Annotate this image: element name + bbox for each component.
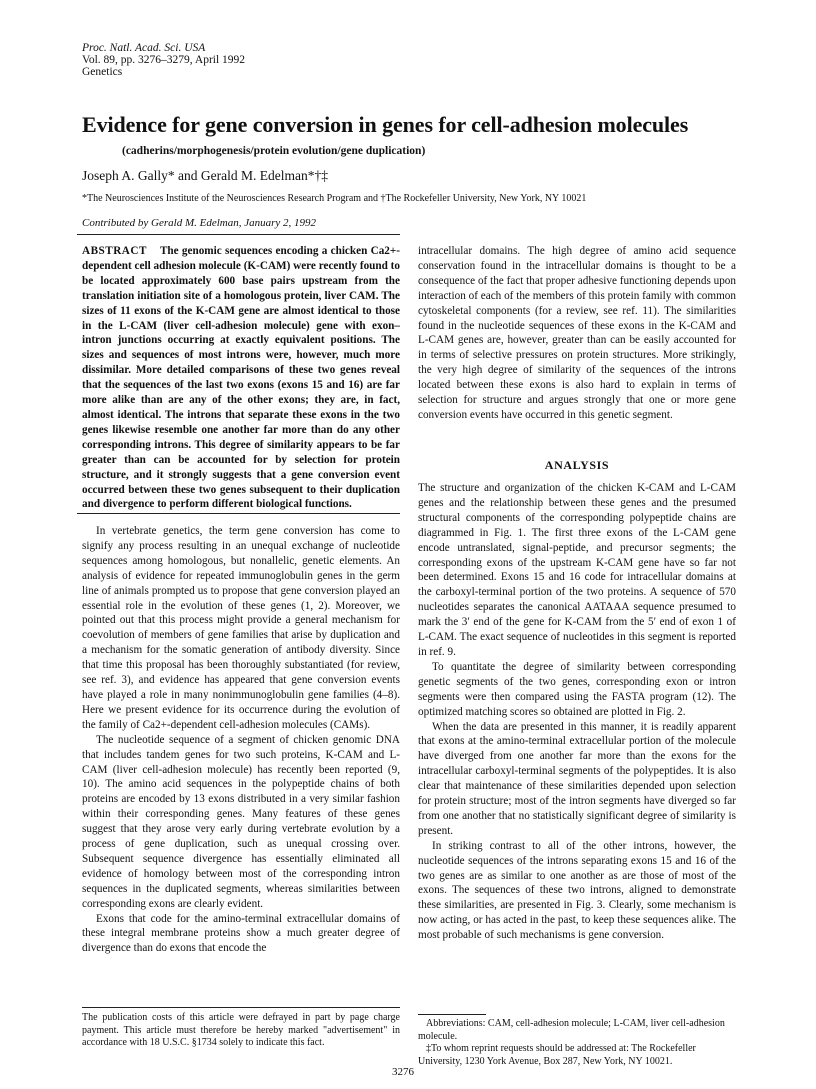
reprint-footnote: ‡To whom reprint requests should be addressed at: The Rockefeller University, 1230 York Avenue, Box 287, New York, NY 10021. — [418, 1043, 696, 1067]
body-paragraph: intracellular domains. The high degree of amino acid sequence conservation found in the intracellular domains is thought to be a consequence of the fact that proper adhesive functioning depends upon interaction of each of the members of this protein family with common cytoskeletal components (for a review, see ref. 11). The similarities found in the nucleotide sequences of these exons in the K-CAM and L-CAM genes are, however, greater than can be easily accounted for in terms of selective pressures on protein structures. More strikingly, the very high degree of similarity of the sequences of the introns located between these exons is also hard to explain in terms of selection for structure and argues strongly that one or more gene conversion events have occurred in this genetic segment. — [418, 245, 736, 421]
body-paragraph: The nucleotide sequence of a segment of chicken genomic DNA that includes tandem genes for two such proteins, K-CAM and L-CAM (liver cell-adhesion molecule) has recently been reported (9, 10). The amino acid sequences in the polypeptide chains of both proteins are encoded by 13 exons distributed in a very similar fashion within their corresponding genes. Many features of these genes suggest that they arose very early during vertebrate evolution by a process of gene duplication, such as unequal crossing over. Subsequent sequence divergence has essentially eliminated all evidence of homology between most of the corresponding intron sequences in the duplicated segments, whereas similarities between corresponding exons are clearly evident. — [82, 733, 400, 910]
body-paragraph: In striking contrast to all of the other introns, however, the nucleotide sequences of the introns separating exons 15 and 16 of the two genes are as similar to one another as are those of most of the exons. The sequences of these two introns, aligned to demonstrate these similarities, are presented in Fig. 3. Clearly, some mechanism is now acting, or has acted in the past, to keep these sequences alike. The most probable of such mechanisms is gene conversion. — [418, 839, 736, 942]
publication-cost-note: The publication costs of this article were defrayed in part by page charge payment. This article must therefore be hereby marked "advertisement" in accordance with 18 U.S.C. §1734 solely to indicate this fact. — [82, 1012, 400, 1048]
section-heading-analysis: ANALYSIS — [544, 458, 610, 472]
left-column — [82, 524, 400, 956]
journal-section: Genetics — [82, 66, 123, 78]
right-column-top — [418, 244, 736, 423]
affiliation: *The Neurosciences Institute of the Neurosciences Research Program and †The Rockefeller University, New York, NY 10021 — [82, 193, 587, 204]
body-paragraph: Exons that code for the amino-terminal extracellular domains of these integral membrane proteins show a much greater degree of divergence than do exons that encode the — [82, 912, 400, 955]
volume-info: Vol. 89, pp. 3276–3279, April 1992 — [82, 54, 246, 66]
publication-cost-divider — [82, 1007, 400, 1008]
abstract — [82, 244, 400, 512]
footnotes — [418, 1018, 736, 1068]
abstract-text: The genomic sequences encoding a chicken Ca2+-dependent cell adhesion molecule (K-CAM) were recently found to be located approximately 600 base pairs upstream from the translation initiation site of a homologous protein, liver CAM. The sizes of 11 exons of the K-CAM gene are almost identical to those in the L-CAM (liver cell-adhesion molecule) gene with exon–intron junctions occurring at exactly equivalent positions. The sizes and sequences of most introns were, however, much more dissimilar. More detailed comparisons of these two genes reveal that the sequences of the last two exons (exons 15 and 16) are far more alike than are any of the other exons; they are, in fact, almost identical. The introns that separate these exons in the two genes likewise resemble one another far more than do any other corresponding introns. This degree of similarity appears to be far greater than can be accounted for by selection for protein structure, and it strongly suggests that a gene conversion event occurred between these two genes subsequent to their duplication and divergence to perform different biological functions. — [82, 245, 400, 511]
journal-name: Proc. Natl. Acad. Sci. USA — [82, 42, 206, 54]
authors: Joseph A. Gally* and Gerald M. Edelman*†‡ — [82, 168, 328, 183]
body-paragraph: In vertebrate genetics, the term gene conversion has come to signify any process resulting in an unequal exchange of nucleotide sequences among homologous, but nonallelic, genetic elements. An analysis of evidence for repeated immunoglobulin genes in the germ line of animals prompted us to propose that gene conversion played an essential role in the evolution of these genes (1, 2). Moreover, we pointed out that this process might provide a general mechanism for coevolution of members of gene families that arise by duplication and a mechanism for the somatic generation of antibody diversity. Since that time this proposal has been thoroughly substantiated (for review, see ref. 3), and evidence has appeared that gene conversion events have played a role in many nonimmunoglobulin gene families (4–8). Here we present evidence for its occurrence during the evolution of the family of Ca2+-dependent cell-adhesion molecules (CAMs). — [82, 525, 400, 731]
body-paragraph: To quantitate the degree of similarity between corresponding genetic segments of the two genes, corresponding exon or intron segments were then compared using the FASTA program (12). The optimized matching scores so obtained are plotted in Fig. 2. — [418, 660, 736, 718]
footnote-divider — [418, 1014, 486, 1015]
abbreviations-footnote: Abbreviations: CAM, cell-adhesion molecule; L-CAM, liver cell-adhesion molecule. — [418, 1018, 725, 1042]
keywords: (cadherins/morphogenesis/protein evolution/gene duplication) — [122, 145, 426, 157]
contributed-by: Contributed by Gerald M. Edelman, January 2, 1992 — [82, 217, 317, 229]
paper-title: Evidence for gene conversion in genes for cell-adhesion molecules — [82, 112, 689, 137]
body-paragraph: When the data are presented in this manner, it is readily apparent that exons at the amino-terminal extracellular portion of the molecule have diverged from one another far more than the exons for the intracellular carboxyl-terminal segments of the polypeptides. It is also clear that maintenance of these similarities depended upon selection for protein structure; most of the intron segments have diverged so far from one another that no statistically significant degree of similarity is present. — [418, 720, 736, 837]
analysis-section — [418, 481, 736, 943]
page-number: 3276 — [392, 1066, 414, 1078]
abstract-label: ABSTRACT — [82, 245, 147, 257]
body-paragraph: The structure and organization of the chicken K-CAM and L-CAM genes and the relationship between these genes and the presumed structural components of the corresponding polypeptide chains are diagrammed in Fig. 1. The first three exons of the L-CAM gene encode untranslated, signal-peptide, and precursor segments; the corresponding exons of the upstream K-CAM gene have so far not been determined. Exons 15 and 16 code for intracellular domains at the carboxyl-terminal portion of the two proteins. A sequence of 570 nucleotides separates the canonical AATAAA sequence presumed to mark the 3′ end of the gene for K-CAM from the 5′ end of exon 1 of L-CAM. The exact sequence of nucleotides in this segment is reported in ref. 9. — [418, 482, 736, 658]
journal-header — [82, 42, 245, 78]
